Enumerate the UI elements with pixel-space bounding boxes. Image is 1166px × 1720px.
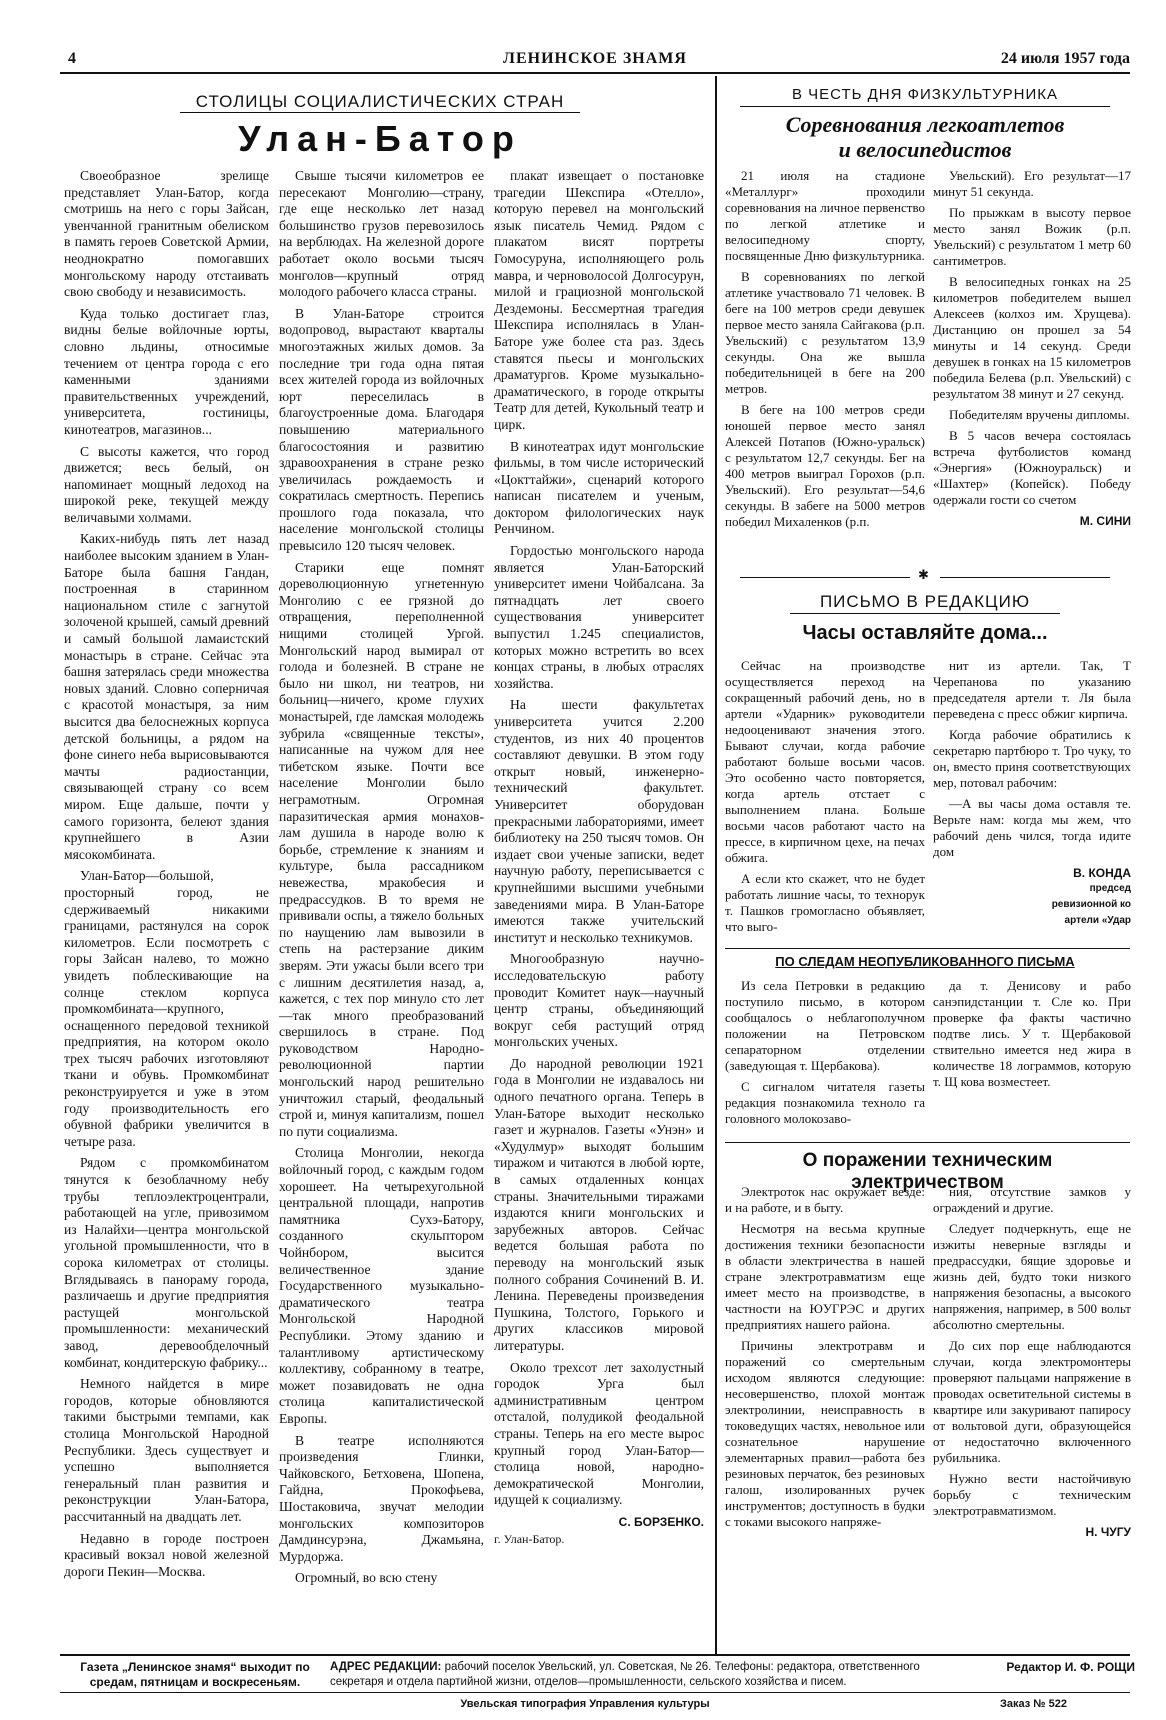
paragraph: Сейчас на производстве осуществляется переход на сокращенный рабочий день, но в артели «Ударник» руководители недооценивают значения этого. Бывают случаи, когда рабочие работают больше восьми часов. Это особенно часто повторяется, когда артель отстает с выполнением плана. Больше восьми часов работают часто на прессе, в кирпичном цехе, на печах обжига. bbox=[725, 658, 925, 865]
paragraph: Гордостью монгольского народа является Улан-Баторский университет имени Чойбалсана. За пятнадцать лет своего существования университет выпустил 1.245 специалистов, которых можно встретить во всех концах страны, в любых отраслях хозяйства. bbox=[494, 543, 704, 691]
paragraph: Немного найдется в мире городов, которые обновляются такими быстрыми темпами, как столица Монгольской Народной Республики. Здесь существует и успешно выполняется генеральный план развития и реконструкции Улан-Батора, рассчитанный на двадцать лет. bbox=[64, 1376, 269, 1524]
footer-address bbox=[330, 1660, 970, 1690]
letter-column-1 bbox=[725, 658, 925, 940]
electric-column-2 bbox=[933, 1184, 1131, 1540]
paragraph: нит из артели. Так, Т Черепанова по указанию председателя артели т. Ля была переведена с пресс обжиг кирпича. bbox=[933, 658, 1131, 721]
footer-order: Заказ № 522 bbox=[1000, 1698, 1067, 1710]
followup-top-rule bbox=[725, 948, 1130, 949]
letter-signature-role: артели «Удар bbox=[1064, 915, 1131, 926]
paragraph: Несмотря на весьма крупные достижения техники безопасности в области электричества в нашей стране электротравматизм еще имеет место на производстве, в частности на ЮУГРЭС и других предприятиях нашего района. bbox=[725, 1221, 925, 1332]
paragraph: Каких-нибудь пять лет назад наиболее высоким зданием в Улан-Баторе была башня Гандан, построенная в старинном национальном стиле с загнутой золоченой крышей, самый древний и самый большой ламаистский монастырь в стране. Сейчас эта башня затерялась среди множества новых зданий. Словно соперничая с красотой монастыря, за ним высится два белоснежных корпуса детской больницы, а рядом на фоне синего неба вырисовываются мачты радиостанции, связывающей страну со всем миром. Еще дальше, почти у самого горизонта, белеют здания крупнейшего в Азии мясокомбината. bbox=[64, 531, 269, 862]
paragraph: Своеобразное зрелище представляет Улан-Батор, когда смотришь на него с горы Зайсан, увенчанной гранитным обелиском в память героев Советской Армии, неоднократно помогавших монгольскому народу отстаивать свою свободу и независимость. bbox=[64, 168, 269, 300]
paragraph: Свыше тысячи километров ее пересекают Монголию—страну, где еще несколько лет назад большинство грузов перевозилось на верблюдах. На железной дороге работает около восьми тысяч монголов—крупный отряд молодого рабочего класса страны. bbox=[279, 168, 484, 300]
paragraph: плакат извещает о постановке трагедии Шекспира «Отелло», которую перевел на монгольский язык писатель Чемид. Рядом с плакатом висят портреты Гомосуруна, исполняющего роль мавра, и черноволосой Долгосурун, милой и грациозной монгольской Дездемоны. Бессмертная трагедия Шекспира исполнялась в Улан-Баторе уже более ста раз. Здесь ставятся пьесы и монгольских драматургов. Кроме музыкально-драматического, в городе открыты Театр для детей, Кукольный театр и цирк. bbox=[494, 168, 704, 432]
newspaper-name: ЛЕНИНСКОЕ ЗНАМЯ bbox=[503, 50, 687, 67]
article-column-3 bbox=[494, 168, 704, 1547]
paragraph: Старики еще помнят дореволюционную угнетенную Монголию с ее грязной до отвращения, переполненной нищими столицей Ургой. Монгольский народ вымирал от голода и болезней. В стране не было ни школ, ни театров, ни больниц—ничего, кроме глухих монастырей, где ламская молодежь зубрила «священные тексты», написанные на чужом для нее тибетском языке. Почти все население Монголии было неграмотным. Огромная паразитическая армия монахов-лам душила в народе волю к борьбе, стремление к знаниям и культуре, была рассадником невежества, мракобесия и предрассудков. В то время не прививали оспы, а тяжело больных по наущению лам вывозили в степь на растерзание диким зверям. Эти ужасы были всего три с лишним десятилетия назад, а, кажется, с тех пор минуло сто лет—так много преобразований свершилось в стране. Под руководством Народно-революционной партии монгольский народ решительно уничтожил старый, феодальный строй и, минуя капитализм, пошел по пути социализма. bbox=[279, 559, 484, 1139]
paragraph: По прыжкам в высоту первое место занял Вожик (р.п. Увельский) с результатом 1 метр 60 сантиметров. bbox=[933, 205, 1131, 268]
electric-column-1 bbox=[725, 1184, 925, 1535]
paragraph: Огромный, во всю стену bbox=[295, 1570, 438, 1586]
masthead bbox=[60, 48, 1130, 70]
paragraph: В велосипедных гонках на 25 километров победителем вышел Алексеев (колхоз им. Хрущева). Дистанцию он прошел за 54 минуты и 14 секунд. Среди девушек в гонках на 15 километров победила Белева (р.п. Увельский) с результатом 38 минут и 27 секунд. bbox=[933, 274, 1131, 401]
article-title: Улан-Батор bbox=[238, 118, 522, 159]
article-column-1 bbox=[64, 168, 269, 1585]
dateline-place: г. Улан-Батор. bbox=[494, 1531, 565, 1546]
paragraph: В кинотеатрах идут монгольские фильмы, в том числе исторический «Цокттайжи», сценарий которого написан писателем и ученым, доктором филологических наук Ренчином. bbox=[494, 438, 704, 537]
paragraph: Из села Петровки в редакцию поступило письмо, в котором сообщалось о неблагополучном положении на Петровском сепараторном отделении (заведующая т. Щербакова). bbox=[725, 978, 925, 1073]
paragraph: До сих пор еще наблюдаются случаи, когда электромонтеры проверяют пальцами напряжение в проводах осветительной системы в квартире или закуривают папиросу от вольтовой дуги, образующейся от недостаточно включенного рубильника. bbox=[933, 1338, 1131, 1465]
paragraph: Когда рабочие обратились к секретарю партбюро т. Тро чуку, то он, вместо приня соответствующих мер, потовал рабочим: bbox=[933, 727, 1131, 790]
footer-schedule: Газета „Ленинское знамя“ выходит по средам, пятницам и воскресеньям. bbox=[80, 1660, 310, 1689]
footer-bottom-rule bbox=[60, 1692, 1130, 1693]
paragraph: Недавно в городе построен красивый вокзал новой железной дороги Пекин—Москва. bbox=[64, 1530, 269, 1579]
paragraph: В 5 часов вечера состоялась встреча футболистов команд «Энергия» (Южноуральск) и «Шахтер» (Копейск). Победу одержали гости со счетом bbox=[933, 428, 1131, 507]
sport-title-line: Соревнования легкоатлетов bbox=[785, 112, 1065, 137]
paragraph: На шести факультетах университета учится 2.200 студентов, из них 40 процентов составляют девушки. В этом году открыт новый, инженерно-технический факультет. Университет оборудован прекрасными лабораториями, имеет библиотеку на 250 тысяч томов. Он издает свои ученые записки, ведет научную работу, переписывается с крупнейшими высшими учебными заведениями мира. В Улан-Баторе имеются также учительский институт и несколько техникумов. bbox=[494, 697, 704, 945]
paragraph: С высоты кажется, что город движется; весь белый, он напоминает мощный ледоход на широкой реке, текущей между величавыми холмами. bbox=[64, 443, 269, 525]
section-separator bbox=[740, 567, 1110, 582]
address-label: АДРЕС РЕДАКЦИИ: bbox=[330, 1661, 442, 1673]
paragraph: Куда только достигает глаз, видны белые войлочные юрты, словно льдины, относимые течением от центра города с его каменными зданиями правительственных учреждений, университета, гостиницы, кинотеатров, магазинов... bbox=[64, 305, 269, 437]
rubric-capitals: СТОЛИЦЫ СОЦИАЛИСТИЧЕСКИХ СТРАН bbox=[195, 92, 565, 111]
footer-printer: Увельская типография Управления культуры bbox=[460, 1698, 710, 1710]
electric-top-rule bbox=[725, 1142, 1130, 1143]
followup-rubric: ПО СЛЕДАМ НЕОПУБЛИКОВАННОГО ПИСЬМА bbox=[775, 954, 1075, 969]
sport-column-2 bbox=[933, 168, 1131, 529]
paragraph: да т. Денисову и рабо санэпидстанции т. Сле ко. При проверке фа факты частично подтве лись. У т. Щербаковой ствительно имеется нед жира в количестве 18 лограммов, которую т. Щ кова возместеет. bbox=[933, 978, 1131, 1089]
issue-date: 24 июля 1957 года bbox=[1000, 50, 1130, 67]
address-text: рабочий поселок Увельский, ул. Советская, № 26. Телефоны: редактора, ответственного секретаря и отдела партийной жизни, отделов—промышленности, сельского хозяйства и писем. bbox=[330, 1661, 920, 1688]
author-signature: С. БОРЗЕНКО. bbox=[618, 1514, 704, 1529]
electric-title: О поражении техническим электричеством bbox=[802, 1150, 1053, 1193]
sport-signature: М. СИНИ bbox=[1079, 514, 1131, 528]
sport-rubric: В ЧЕСТЬ ДНЯ ФИЗКУЛЬТУРНИКА bbox=[791, 86, 1059, 103]
paragraph: Столица Монголии, некогда войлочный город, с каждым годом хорошеет. На четырехугольной центральной площади, напротив памятника Сухэ-Батору, созданного скульптором Чойнбором, высится величественное здание Государственного музыкально-драматического театра Монгольской Народной Республики. Этому зданию и талантливому артистическому коллективу, собранному в театре, может позавидовать не одна столица капиталистической Европы. bbox=[279, 1145, 484, 1426]
footer-editor: Редактор И. Ф. РОЩИ bbox=[1006, 1660, 1135, 1674]
paragraph: Причины электротравм и поражений со смертельным исходом являются следующие: несовершенство, плохой монтаж электролинии, неисправность в токоведущих частях, невольное или сознательное нарушение элементарных правил—работа без резиновых перчаток, без резиновых галош, изолированных ручек инструментов; доступность в будки с токами высокого напряже- bbox=[725, 1338, 925, 1529]
paragraph: С сигналом читателя газеты редакция познакомила техноло га головного молокозаво- bbox=[725, 1079, 925, 1126]
followup-column-1 bbox=[725, 978, 925, 1132]
sport-rubric-rule bbox=[740, 106, 1110, 107]
letter-rubric: ПИСЬМО В РЕДАКЦИЮ bbox=[819, 592, 1031, 611]
paragraph: Электроток нас окружает везде: и на работе, и в быту. bbox=[725, 1184, 925, 1215]
paragraph: Улан-Батор—большой, просторный город, не сдерживаемый никакими границами, растянулся на сорок километров. Если посмотреть с горы Зайсан налево, то можно увидеть поблескивающие на солнце стеклом корпуса промкомбината—крупного, оснащенного передовой техникой предприятия, на котором около трех тысяч рабочих изготовляют ткани и обувь. Промкомбинат реконструируется и уже в этом году производительность его обувной фабрики увеличится в четыре раза. bbox=[64, 868, 269, 1149]
letter-column-2 bbox=[933, 658, 1131, 929]
paragraph: А если кто скажет, что не будет работать лишние часы, то технорук т. Пашков громогласно объявляет, что выго- bbox=[725, 871, 925, 934]
paragraph: Около трехсот лет захолустный городок Урга был административным центром отсталой, полудикой феодальной страны. Теперь на его месте вырос крупный город Улан-Батор—столица новой, народно-демократической Монголии, идущей к социализму. bbox=[494, 1359, 704, 1508]
sport-title bbox=[725, 112, 1125, 162]
paragraph: Рядом с промкомбинатом тянутся к безоблачному небу трубы теплоэлектроцентрали, работающей на угле, привозимом из Налайхи—центра монгольской угольной промышленности, что в сорока километрах от столицы. Вглядываясь в панораму города, различаешь и другие предприятия растущей монгольской промышленности: механический завод, деревообделочный комбинат, кондитерскую фабрику... bbox=[64, 1155, 269, 1370]
letter-title: Часы оставляйте дома... bbox=[802, 622, 1048, 644]
paragraph: Увельский). Его результат—17 минут 51 секунда. bbox=[933, 168, 1131, 199]
paragraph: Многообразную научно-исследовательскую работу проводит Комитет наук—научный центр страны, объединяющий вокруг себя растущий отряд монгольских ученых. bbox=[494, 951, 704, 1050]
paragraph: В соревнованиях по легкой атлетике участвовало 71 человек. В беге на 100 метров среди девушек первое место заняла Сайгакова (р.п. Увельский) с результатом 13,9 секунды. Она же вышла победительницей в беге на 200 метров. bbox=[725, 269, 925, 396]
footer-rule bbox=[60, 1654, 1130, 1656]
paragraph: В Улан-Баторе строится водопровод, вырастают кварталы многоэтажных жилых домов. За последние три года одна пятая всех жителей города из войлочных юрт переселилась в благоустроенные дома. Благодаря повышению материального благосостояния и развитию здравоохранения в стране резко увеличилась рождаемость и сократилась смертность. Перепись прошлого года показала, что население монгольской столицы превысило 120 тысяч человек. bbox=[279, 305, 484, 554]
page-number: 4 bbox=[68, 50, 76, 67]
masthead-rule bbox=[60, 72, 1130, 74]
letter-signature-role: председ bbox=[1089, 883, 1131, 894]
paragraph: В театре исполняются произведения Глинки, Чайковского, Бетховена, Шопена, Гайдна, Прокофьева, Шостаковича, звучат мелодии монгольских композиторов Дамдинсурэна, Джамьяна, Мурдоржа. bbox=[279, 1432, 484, 1564]
paragraph: Нужно вести настойчивую борьбу с техническим электротравматизмом. bbox=[933, 1471, 1131, 1518]
sport-column-1 bbox=[725, 168, 925, 535]
column-divider bbox=[715, 76, 717, 1654]
paragraph: 21 июля на стадионе «Металлург» проходили соревнования на личное первенство по легкой атлетике и велосипедному спорту, посвященные Дню физкультурника. bbox=[725, 168, 925, 263]
electric-signature: Н. ЧУГУ bbox=[1085, 1525, 1131, 1539]
paragraph: Следует подчеркнуть, еще не изжиты неверные взгляды и предрассудки, бящие здоровье и жизнь дей, будто токи низкого напряжения безопасны, а высокого напряжения, например, в 500 вольт абсолютно смертельны. bbox=[933, 1221, 1131, 1332]
paragraph: В беге на 100 метров среди юношей первое место занял Алексей Потапов (Южно-уральск) с результатом 12,7 секунды. Бег на 400 метров выиграл Горохов (р.п. Увельский). Его результат—54,6 секунды. В забеге на 5000 метров победил Михаленков (р.п. bbox=[725, 402, 925, 529]
letter-signature: В. КОНДА bbox=[1073, 866, 1131, 880]
sport-title-line: и велосипедистов bbox=[838, 137, 1012, 162]
rubric-rule bbox=[180, 112, 580, 113]
article-column-2 bbox=[279, 168, 484, 1592]
paragraph: До народной революции 1921 года в Монголии не издавалось ни одного печатного органа. Теперь в Улан-Баторе выходит несколько газет и журналов. Газеты «Унэн» и «Худулмур» выходят большим тиражом и читаются в любой юрте, в самых отдаленных концах страны. Значительными тиражами издаются книги монгольских и зарубежных авторов. Сейчас ведется большая работа по переводу на монгольский язык полного собрания Сочинений В. И. Ленина. Переведены произведения Пушкина, Толстого, Горького и других классиков мировой литературы. bbox=[494, 1055, 704, 1353]
letter-rubric-rule bbox=[790, 613, 1060, 614]
followup-column-2 bbox=[933, 978, 1131, 1095]
paragraph: ния, отсутствие замков у ограждений и другие. bbox=[933, 1184, 1131, 1215]
star-icon: ✱ bbox=[918, 567, 929, 582]
paragraph: —А вы часы дома оставля те. Верьте нам: когда мы жем, что рабочий день чился, тогда идите дом bbox=[933, 796, 1131, 859]
letter-signature-role: ревизионной ко bbox=[1051, 899, 1131, 910]
paragraph: Победителям вручены дипломы. bbox=[949, 407, 1130, 422]
